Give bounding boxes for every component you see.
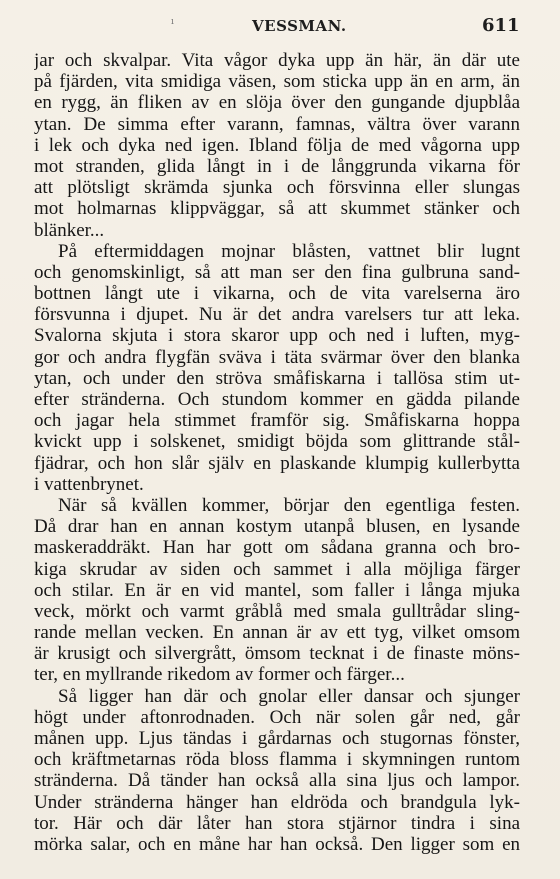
body-text bbox=[34, 50, 520, 855]
text-line: i lek och dyka ned igen. Ibland följa de med vågorna upp bbox=[34, 134, 520, 156]
text-line: ytan, och under den ströva småfiskarna i tallösa stim ut- bbox=[34, 367, 520, 389]
text-line: på fjärden, vita smidiga väsen, som sticka upp än en arm, än bbox=[34, 71, 520, 93]
text-line: mörka salar, och en måne har han också. Den ligger som en bbox=[34, 833, 520, 855]
text-line: ter, en myllrande rikedom av former och färger... bbox=[34, 664, 405, 686]
text-line: tor. Här och där låter han stora stjärnor tindra i sina bbox=[34, 812, 520, 834]
page-header bbox=[0, 17, 560, 39]
text-line: bottnen långt ute i vikarna, och de vita varelserna äro bbox=[34, 283, 520, 305]
text-line: och stilar. En är en vid mantel, som faller i långa mjuka bbox=[34, 579, 520, 601]
text-line: högt under aftonrodnaden. Och när solen går ned, går bbox=[34, 706, 520, 728]
text-line: en rygg, än fliken av en slöja över den gungande djupblåa bbox=[34, 92, 520, 114]
text-line: När så kvällen kommer, börjar den egentliga festen. bbox=[58, 494, 520, 516]
text-line: veck, mörkt och varmt gråblå med smala gulltrådar sling- bbox=[34, 600, 520, 622]
text-line: blänker... bbox=[34, 219, 105, 241]
text-line: mot stranden, glida långt in i de långgrunda vikarna för bbox=[34, 155, 520, 177]
text-line: rande mellan vecken. En annan är av ett tyg, vilket omsom bbox=[34, 622, 520, 644]
paragraph bbox=[34, 50, 520, 241]
paragraph bbox=[34, 495, 520, 686]
text-line: försvunna i djupet. Nu är det andra varelsers tur att leka. bbox=[34, 304, 520, 326]
text-line: ytan. De simma efter varann, famnas, vältra över varann bbox=[34, 113, 520, 135]
page-number: 611 bbox=[482, 15, 520, 36]
paragraph bbox=[34, 241, 520, 495]
text-line: Under stränderna hänger han eldröda och brandgula lyk- bbox=[34, 791, 520, 813]
text-line: är krusigt och silvergrått, ömsom tecknat i de finaste möns- bbox=[34, 643, 520, 665]
text-line: i vattenbrynet. bbox=[34, 473, 144, 495]
header-mark: ı bbox=[171, 17, 174, 27]
text-line: gor och andra flygfän sväva i täta svärmar över den blanka bbox=[34, 346, 520, 368]
text-line: Svalorna skjuta i stora skaror upp och ned i luften, myg- bbox=[34, 325, 520, 347]
text-line: stränderna. Då tänder han också alla sina ljus och lampor. bbox=[34, 770, 520, 792]
text-line: kvickt upp i solskenet, smidigt böjda som glittrande stål- bbox=[34, 431, 520, 453]
text-line: Så ligger han där och gnolar eller dansar och sjunger bbox=[58, 685, 520, 707]
text-line: På eftermiddagen mojnar blåsten, vattnet blir lugnt bbox=[58, 240, 520, 262]
paragraph bbox=[34, 686, 520, 856]
text-line: och genomskinligt, så att man ser den fina gulbruna sand- bbox=[34, 261, 520, 283]
text-line: maskeraddräkt. Han har gott om sådana granna och bro- bbox=[34, 537, 520, 559]
text-line: mot holmarnas klippväggar, så att skummet stänker och bbox=[34, 198, 520, 220]
text-line: att plötsligt skrämda sjunka och försvinna eller slungas bbox=[34, 177, 520, 199]
text-line: och kräftmetarnas röda bloss flamma i skymningen runtom bbox=[34, 749, 520, 771]
text-line: kiga skrudar av siden och sammet i alla möjliga färger bbox=[34, 558, 520, 580]
text-line: efter stränderna. Och stundom kommer en gädda pilande bbox=[34, 389, 520, 410]
text-line: och jagar hela stimmet framför sig. Småfiskarna hoppa bbox=[34, 410, 520, 432]
running-title: VESSMAN. bbox=[252, 17, 347, 35]
text-line: jar och skvalpar. Vita vågor dyka upp än här, än där ute bbox=[34, 50, 520, 71]
text-line: Då drar han en annan kostym utanpå blusen, en lysande bbox=[34, 516, 520, 538]
text-line: månen upp. Ljus tändas i gårdarnas och stugornas fönster, bbox=[34, 728, 520, 749]
text-line: fjädrar, och hon slår själv en plaskande klumpig kullerbytta bbox=[34, 452, 520, 474]
